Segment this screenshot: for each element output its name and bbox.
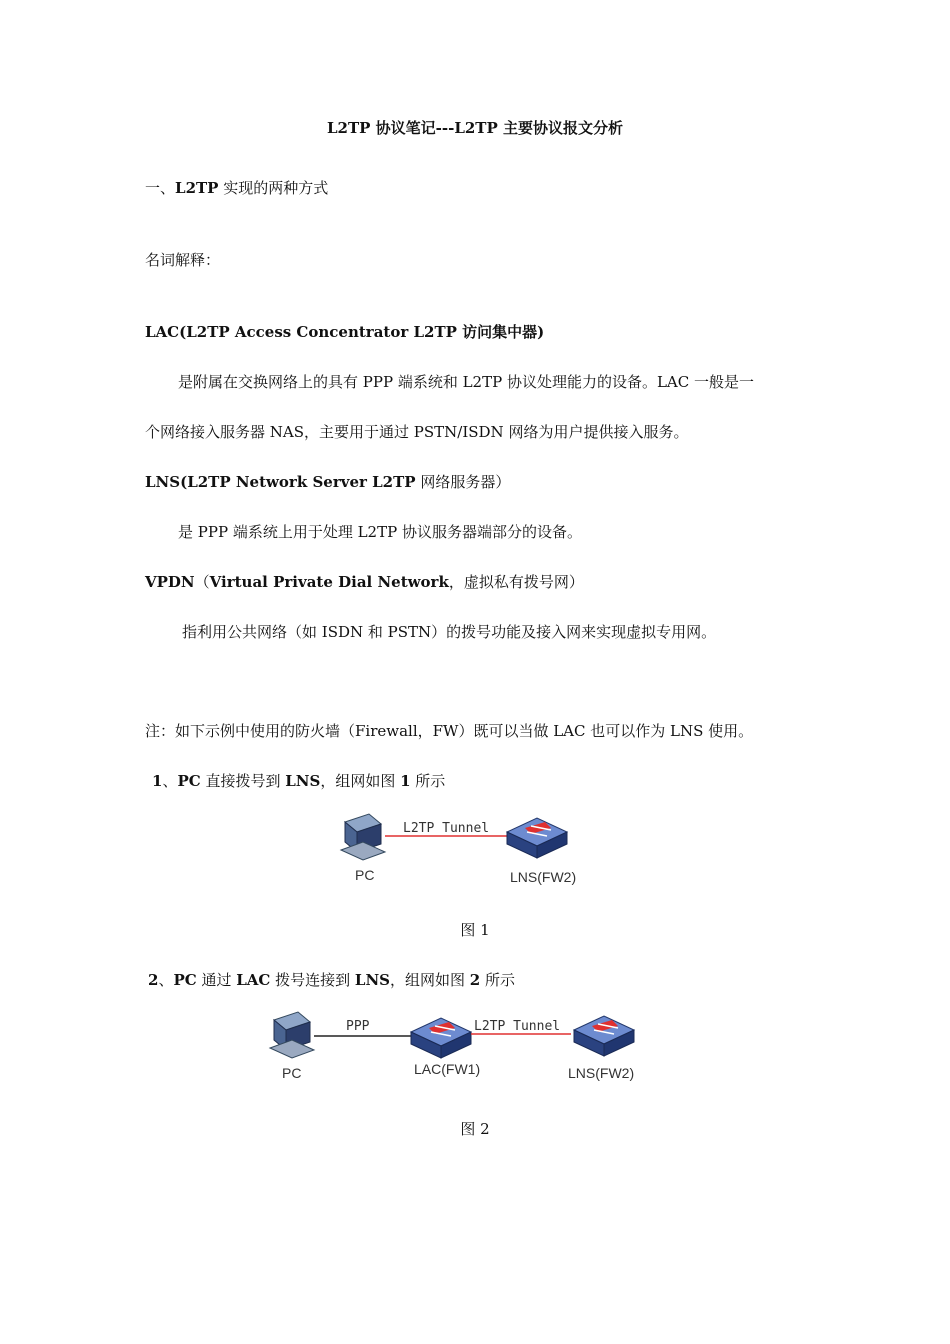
pc-label: PC — [355, 867, 375, 883]
term-lac — [145, 322, 544, 342]
term-lac-desc-line1: 是附属在交换网络上的具有 PPP 端系统和 L2TP 协议处理能力的设备。LAC 一般是一 — [178, 373, 754, 391]
term-lns-name: LNS(L2TP Network Server L2TP — [145, 473, 416, 491]
lns-label: LNS(FW2) — [510, 869, 577, 885]
term-lns-cn: 网络服务器） — [415, 473, 511, 491]
term-vpdn-abbr: VPDN — [145, 573, 195, 591]
item-2-tail: 所示 — [480, 971, 515, 989]
figure-2-caption: 图 2 — [460, 1120, 490, 1138]
term-lac-desc-line2: 个网络接入服务器 NAS，主要用于通过 PSTN/ISDN 网络为用户提供接入服务。 — [145, 423, 689, 441]
item-1-number: 1 — [152, 772, 163, 790]
pc-icon — [270, 1012, 314, 1058]
firewall-icon — [411, 1018, 471, 1058]
term-lns — [145, 472, 510, 492]
item-2-rest: ，组网如图 — [389, 971, 470, 989]
item-2-lns: LNS — [354, 971, 390, 989]
pc-icon — [341, 814, 385, 860]
figure-1-caption: 图 1 — [460, 921, 490, 939]
section-heading — [145, 178, 328, 198]
term-lac-name: LAC(L2TP Access Concentrator L2TP — [145, 323, 457, 341]
item-1-pc: PC — [177, 772, 201, 790]
item-1-mid: 直接拨号到 — [200, 772, 286, 790]
item-2-lac: LAC — [236, 971, 271, 989]
term-vpdn-name: Virtual Private Dial Network — [209, 573, 449, 591]
item-1-lns: LNS — [285, 772, 321, 790]
glossary-heading: 名词解释： — [145, 251, 221, 269]
item-2-sep: 、 — [158, 971, 174, 989]
figure-1-diagram — [335, 808, 595, 888]
lns-label: LNS(FW2) — [568, 1065, 635, 1081]
firewall-icon — [574, 1016, 634, 1056]
item-1-heading — [152, 771, 445, 791]
tunnel-label: L2TP Tunnel — [474, 1019, 561, 1034]
item-2-mid2: 拨号连接到 — [270, 971, 355, 989]
note: 注：如下示例中使用的防火墙（Firewall，FW）既可以当做 LAC 也可以作为 LNS 使用。 — [145, 722, 754, 740]
lac-label: LAC(FW1) — [414, 1061, 481, 1077]
page-title: L2TP 协议笔记---L2TP 主要协议报文分析 — [327, 119, 623, 137]
term-vpdn-paren: （ — [194, 573, 210, 591]
section-number: 一、 — [145, 179, 176, 197]
pc-label: PC — [282, 1065, 302, 1081]
section-title: 实现的两种方式 — [218, 179, 329, 197]
item-2-heading — [148, 970, 515, 990]
item-2-pc: PC — [173, 971, 197, 989]
term-lns-desc: 是 PPP 端系统上用于处理 L2TP 协议服务器端部分的设备。 — [178, 523, 582, 541]
term-lac-cn: 访问集中器) — [456, 323, 545, 341]
tunnel-label: L2TP Tunnel — [403, 821, 490, 836]
term-vpdn — [145, 572, 584, 592]
term-vpdn-desc: 指利用公共网络（如 ISDN 和 PSTN）的拨号功能及接入网来实现虚拟专用网。 — [182, 623, 717, 641]
item-1-rest: ，组网如图 — [320, 772, 401, 790]
firewall-icon — [507, 818, 567, 858]
figure-2-diagram — [266, 1006, 646, 1086]
item-2-mid: 通过 — [196, 971, 237, 989]
ppp-label: PPP — [346, 1019, 370, 1034]
section-keyword: L2TP — [175, 179, 219, 197]
item-2-number: 2 — [148, 971, 159, 989]
item-1-tail: 所示 — [410, 772, 446, 790]
item-1-sep: 、 — [162, 772, 178, 790]
term-vpdn-cn: ，虚拟私有拨号网） — [448, 573, 584, 591]
item-1-fig: 1 — [400, 772, 411, 790]
item-2-fig: 2 — [469, 971, 481, 989]
